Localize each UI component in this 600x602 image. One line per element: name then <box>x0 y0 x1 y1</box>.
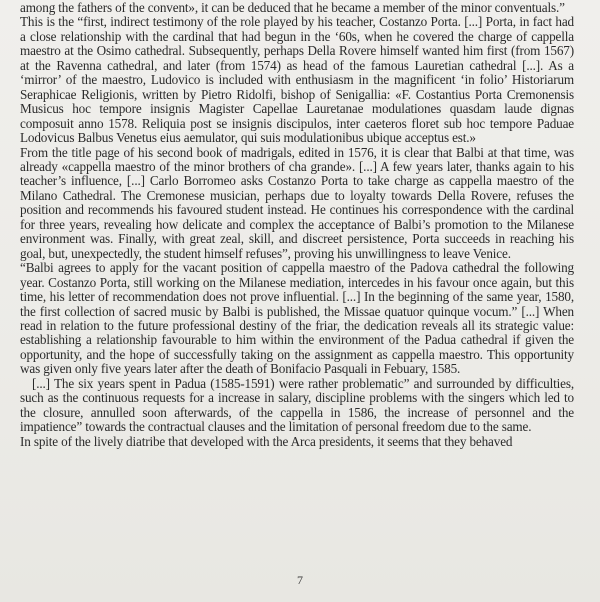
paragraph-6: In spite of the lively diatribe that developed with the Arca presidents, it seems that they behaved <box>20 433 513 449</box>
paragraph-4: “Balbi agrees to apply for the vacant position of cappella maestro of the Padova cathedral the following year. Costanzo Porta, still working on the Milanese mediation, intercedes in his favour once again, but this time, his letter of recommendation does not prove influential. [...] In the beginning of the same year, 1580, the first collection of sacred music by Balbi is published, the Missae quatuor quinque vocum.” [...] When read in relation to the future professional destiny of the friar, the dedication reveals all its strategic value: establishing a relationship favourable to him within the environment of the Padua cathedral if given the opportunity, and the hope of successfully taking on the assignment as cappella maestro. This opportunity was given only five years later after the death of Bonifacio Pasquali in Febuary, 1585. <box>20 260 574 377</box>
page-number: 7 <box>297 573 303 587</box>
body-text <box>20 1 574 449</box>
paragraph-1: among the fathers of the convent», it can be deduced that he became a member of the minor conventuals.” <box>20 0 565 15</box>
paragraph-3: From the title page of his second book of madrigals, edited in 1576, it is clear that Balbi at that time, was already «cappella maestro of the minor brothers of cha grande». [...] A few years later, thanks again to his teacher’s influence, [...] Carlo Borromeo asks Costanzo Porta to take charge as cappella maestro of the Milano Cathedral. The Cremonese musician, perhaps due to loyalty towards Della Rovere, refuses the position and recommends his favoured student instead. He continues his correspondence with the cardinal for three years, revealing how delicate and complex the acceptance of Balbi’s promotion to the Milanese environment was. Finally, with great zeal, skill, and discreet persistence, Porta succeeds in reaching his goal, but, unexpectedly, the student himself refuses”, proving his unwillingness to leave Venice. <box>20 144 574 261</box>
paragraph-5: [...] The six years spent in Padua (1585-1591) were rather problematic” and surrounded by difficulties, such as the continuous requests for a increase in salary, discipline problems with the singers which led to the closure, annulled soon afterwards, of the cappella in 1586, the increase of personnel and the impatience” towards the contractual clauses and the limitation of personal freedom due to the same. <box>20 375 574 435</box>
paragraph-2: This is the “first, indirect testimony of the role played by his teacher, Costanzo Porta. [...] Porta, in fact had a close relationship with the cardinal that had begun in the ‘60s, when he covered the charge of cappella maestro at the Osimo cathedral. Subsequently, perhaps Della Rovere himself wanted him first (from 1567) at the Ravenna cathedral, and later (from 1574) as head of the famous Lauretian cathedral [...]. As a ‘mirror’ of the maestro, Ludovico is included with enthusiasm in the magnificent ‘in folio’ Historiarum Seraphicae Religionis, written by Pietro Ridolfi, bishop of Senigallia: «F. Costantius Porta Cremonensis Musicus hoc tempore insignis Magister Capellae Lauretanae modulationes quasdam laude dignas composuit anno 1578. Reliquia post se insignis discipulos, inter caeteros floret sub hoc tempore Paduae Lodovicus Balbus Venetus eius aemulator, qui suis modulationibus ubique acceptus est.» <box>20 14 574 146</box>
